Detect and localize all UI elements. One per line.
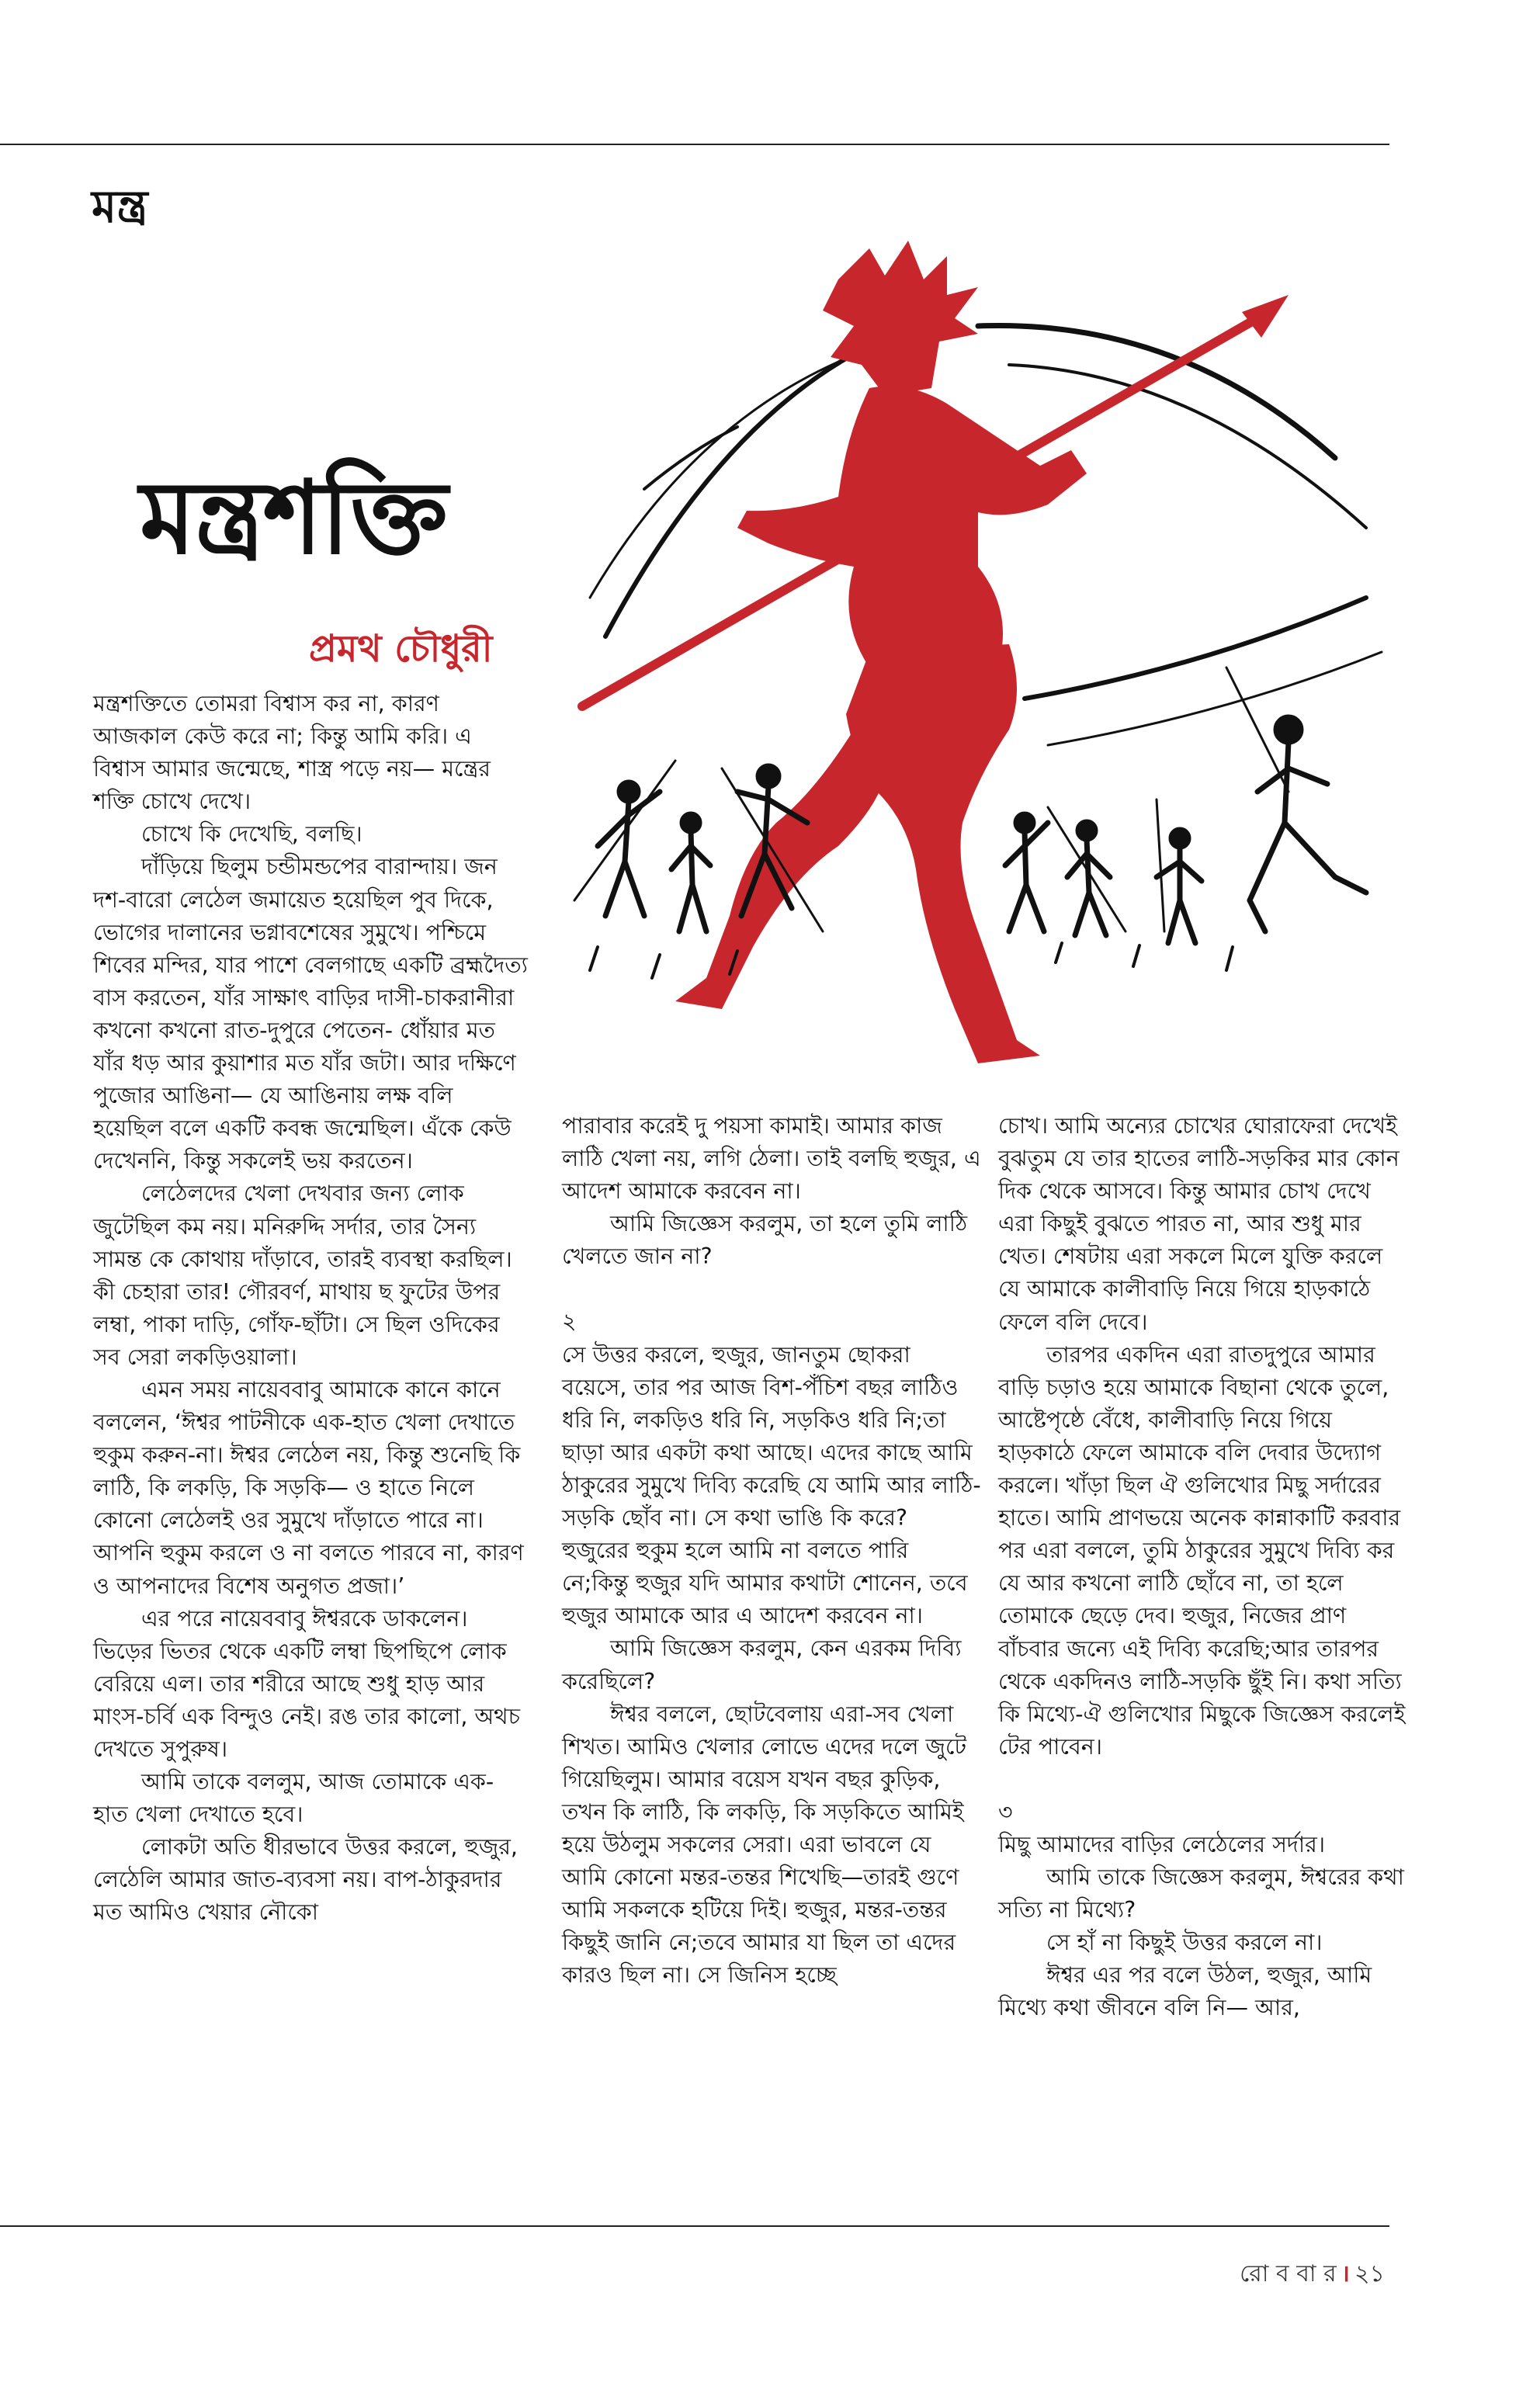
paragraph: তারপর একদিন এরা রাতদুপুরে আমার বাড়ি চড়াও হয়ে আমাকে বিছানা থেকে তুলে, আষ্টেপৃষ্ঠে বেঁধে, কালীবাড়ি নিয়ে গিয়ে হাড়কাঠে ফেলে আমাকে বলি দেবার উদ্যোগ করলে। খাঁড়া ছিল ঐ গুলিখোর মিছু সর্দারের হাতে। আমি প্রাণভয়ে অনেক কান্নাকাটি করবার পর এরা বললে, তুমি ঠাকুরের সুমুখে দিব্যি কর যে আর কখনো লাঠি ছোঁবে না, তা হলে তোমাকে ছেড়ে দেব। হুজুর, নিজের প্রাণ বাঁচবার জন্যে এই দিব্যি করেছি;আর তারপর থেকে একদিনও লাঠি-সড়কি ছুঁই নি। কথা সত্যি কি মিথ্যে-ঐ গুলিখোর মিছুকে জিজ্ঞেস করলেই টের পাবেন। — [998, 1341, 1406, 1760]
paragraph: আমি তাকে জিজ্ঞেস করলুম, ঈশ্বরের কথা সত্যি না মিথ্যে? — [998, 1864, 1404, 1923]
article-column-1 — [93, 688, 528, 1930]
section-number: ৩ — [998, 1798, 1013, 1825]
paragraph: এর পরে নায়েববাবু ঈশ্বরকে ডাকলেন। ভিড়ের ভিতর থেকে একটি লম্বা ছিপছিপে লোক বেরিয়ে এল। তার শরীরে আছে শুধু হাড় আর মাংস-চর্বি এক বিন্দুও নেই। রঙ তার কালো, অথচ দেখতে সুপুরুষ। — [93, 1605, 520, 1762]
article-column-3 — [998, 1110, 1410, 2025]
paragraph: সে উত্তর করলে, হুজুর, জানতুম ছোকরা বয়েসে, তার পর আজ বিশ-পঁচিশ বছর লাঠিও ধরি নি, লকড়িও ধরি নি, সড়কিও ধরি নি;তা ছাড়া আর একটা কথা আছে। এদের কাছে আমি ঠাকুরের সুমুখে দিব্যি করেছি যে আমি আর লাঠি-সড়কি ছোঁব না। সে কথা ভাঙি কি করে? হুজুরের হুকুম হলে আমি না বলতে পারি নে;কিন্তু হুজুর যদি আমার কথাটা শোনেন, তবে হুজুর আমাকে আর এ আদেশ করবেন না। — [562, 1341, 981, 1629]
publication-name: রো ব বা র — [1240, 2260, 1337, 2287]
footer-separator: । — [1341, 2260, 1351, 2287]
bottom-rule — [0, 2225, 1389, 2227]
section-number: ২ — [562, 1309, 577, 1335]
paragraph: আমি জিজ্ঞেস করলুম, কেন এরকম দিব্যি করেছিলে? — [562, 1635, 962, 1694]
headline: মন্ত্রশক্তি — [140, 458, 446, 577]
paragraph: মন্ত্রশক্তিতে তোমরা বিশ্বাস কর না, কারণ আজকাল কেউ করে না; কিন্তু আমি করি। এ বিশ্বাস আমার জন্মেছে, শাস্ত্র পড়ে নয়— মন্ত্রের শক্তি চোখে দেখে। — [93, 691, 491, 815]
paragraph: মিছু আমাদের বাড়ির লেঠেলের সর্দার। — [998, 1831, 1326, 1857]
page-number: ২১ — [1354, 2260, 1385, 2287]
spear-thrower-illustration — [543, 233, 1397, 1133]
paragraph: চোখ। আমি অন্যের চোখের ঘোরাফেরা দেখেই বুঝতুম যে তার হাতের লাঠি-সড়কির মার কোন দিক থেকে আসবে। কিন্তু আমার চোখ দেখে এরা কিছুই বুঝতে পারত না, আর শুধু মার খেত। শেষটায় এরা সকলে মিলে যুক্তি করলে যে আমাকে কালীবাড়ি নিয়ে গিয়ে হাড়কাঠে ফেলে বলি দেবে। — [998, 1113, 1400, 1335]
paragraph: সে হাঁ না কিছুই উত্তর করলে না। — [1046, 1930, 1323, 1956]
page-footer — [1240, 2255, 1385, 2294]
author-byline: প্রমথ চৌধুরী — [309, 627, 493, 671]
paragraph: পারাবার করেই দু পয়সা কামাই। আমার কাজ লাঠি খেলা নয়, লগি ঠেলা। তাই বলছি হুজুর, এ আদেশ আমাকে করবেন না। — [562, 1113, 981, 1205]
paragraph: দাঁড়িয়ে ছিলুম চন্ডীমন্ডপের বারান্দায়। জন দশ-বারো লেঠেল জমায়েত হয়েছিল পুব দিকে, ভোগের দালানের ভগ্নাবশেষের সুমুখে। পশ্চিমে শিবের মন্দির, যার পাশে বেলগাছে একটি ব্রহ্মদৈত্য বাস করতেন, যাঁর সাক্ষাৎ বাড়ির দাসী-চাকরানীরা কখনো কখনো রাত-দুপুরে পেতেন- ধোঁয়ার মত যাঁর ধড় আর কুয়াশার মত যাঁর জটা। আর দক্ষিণে পুজোর আঙিনা— যে আঙিনায় লক্ষ বলি হয়েছিল বলে একটি কবন্ধ জন্মেছিল। এঁকে কেউ দেখেননি, কিন্তু সকলেই ভয় করতেন। — [93, 854, 528, 1174]
paragraph: লেঠেলদের খেলা দেখবার জন্য লোক জুটেছিল কম নয়। মনিরুদ্দি সর্দার, তার সৈন্য সামন্ত কে কোথায় দাঁড়াবে, তারই ব্যবস্থা করছিল। কী চেহারা তার! গৌরবর্ণ, মাথায় ছ ফুটের উপর লম্বা, পাকা দাড়ি, গোঁফ-ছাঁটা। সে ছিল ওদিকের সব সেরা লকড়িওয়ালা। — [93, 1181, 512, 1370]
section-label: মন্ত্র — [92, 180, 148, 233]
paragraph: চোখে কি দেখেছি, বলছি। — [141, 821, 362, 848]
top-rule — [0, 144, 1389, 145]
paragraph: ঈশ্বর বললে, ছোটবেলায় এরা-সব খেলা শিখত। আমিও খেলার লোভে এদের দলে জুটে গিয়েছিলুম। আমার বয়েস যখন বছর কুড়িক, তখন কি লাঠি, কি লকড়ি, কি সড়কিতে আমিই হয়ে উঠলুম সকলের সেরা। এরা ভাবলে যে আমি কোনো মন্তর-তন্তর শিখেছি—তারই গুণে আমি সকলকে হটিয়ে দিই। হুজুর, মন্তর-তন্তর কিছুই জানি নে;তবে আমার যা ছিল তা এদের কারও ছিল না। সে জিনিস হচ্ছে — [562, 1701, 966, 1989]
paragraph: লোকটা অতি ধীরভাবে উত্তর করলে, হুজুর, লেঠেলি আমার জাত-ব্যবসা নয়। বাপ-ঠাকুরদার মত আমিও খেয়ার নৌকো — [93, 1834, 518, 1926]
paragraph: এমন সময় নায়েববাবু আমাকে কানে কানে বললেন, ‘ঈশ্বর পাটনীকে এক-হাত খেলা দেখাতে হুকুম করুন-না। ঈশ্বর লেঠেল নয়, কিন্তু শুনেছি কি লাঠি, কি লকড়ি, কি সড়কি— ও হাতে নিলে কোনো লেঠেলই ওর সুমুখে দাঁড়াতে পারে না। আপনি হুকুম করলে ও না বলতে পারবে না, কারণ ও আপনাদের বিশেষ অনুগত প্রজা।’ — [93, 1376, 524, 1599]
paragraph: আমি জিজ্ঞেস করলুম, তা হলে তুমি লাঠি খেলতে জান না? — [562, 1211, 968, 1270]
article-column-2 — [562, 1110, 981, 1992]
paragraph: আমি তাকে বললুম, আজ তোমাকে এক-হাত খেলা দেখাতে হবে। — [93, 1769, 494, 1828]
paragraph: ঈশ্বর এর পর বলে উঠল, হুজুর, আমি মিথ্যে কথা জীবনে বলি নি— আর, — [998, 1962, 1372, 2021]
